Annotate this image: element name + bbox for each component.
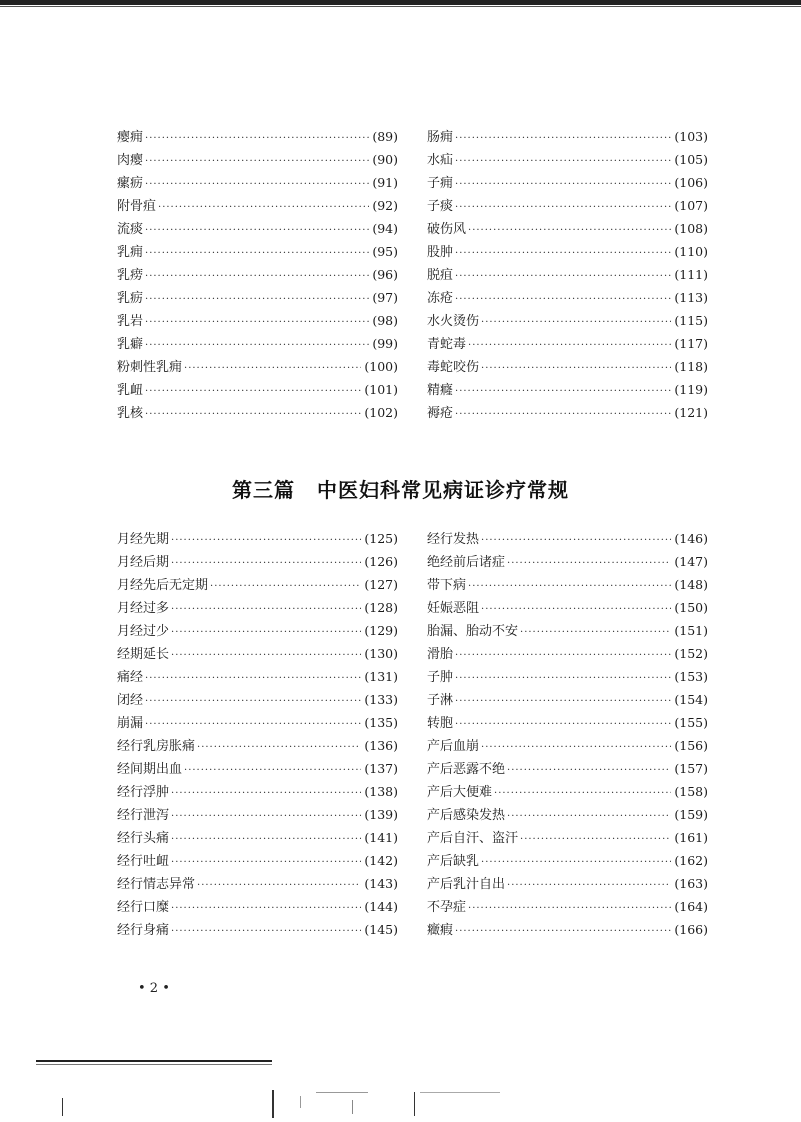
toc-entry — [117, 918, 398, 941]
toc-entry-leader-dots — [171, 598, 361, 621]
toc-entry — [427, 527, 708, 550]
toc-entry — [427, 711, 708, 734]
toc-entry — [427, 665, 708, 688]
toc-entry-leader-dots — [171, 828, 361, 851]
toc-entry-page: (107) — [674, 198, 708, 213]
scan-artifact-mark — [316, 1092, 368, 1093]
toc-entry — [117, 550, 398, 573]
toc-entry-page: (97) — [372, 290, 398, 305]
toc-entry-title: 经行浮肿 — [117, 785, 170, 800]
toc-entry — [117, 872, 398, 895]
toc-entry — [117, 688, 398, 711]
toc-entry-leader-dots — [481, 598, 671, 621]
toc-entry-page: (89) — [372, 129, 398, 144]
toc-entry-page: (146) — [674, 531, 708, 546]
toc-entry-page: (162) — [674, 853, 708, 868]
toc-entry-leader-dots — [507, 874, 671, 897]
toc-entry-page: (141) — [364, 830, 398, 845]
toc-entry-title: 附骨疽 — [117, 199, 157, 214]
toc-entry-title: 月经过少 — [117, 624, 170, 639]
toc-entry-title: 经行口糜 — [117, 900, 170, 915]
toc-entry-title: 妊娠恶阻 — [427, 601, 480, 616]
toc-entry-leader-dots — [455, 150, 671, 173]
page-number: • 2 • — [138, 981, 170, 996]
toc-entry — [117, 734, 398, 757]
toc-entry-leader-dots — [507, 805, 671, 828]
toc-entry-title: 经期延长 — [117, 647, 170, 662]
toc-entry-page: (125) — [364, 531, 398, 546]
toc-entry — [427, 619, 708, 642]
toc-entry-title: 精癃 — [427, 383, 454, 398]
toc-entry-title: 乳衄 — [117, 383, 144, 398]
toc-entry-leader-dots — [171, 644, 361, 667]
toc-entry-leader-dots — [455, 380, 671, 403]
bottom-rule-thin — [36, 1064, 272, 1065]
toc-entry-title: 破伤风 — [427, 222, 467, 237]
toc-entry-title: 经行头痛 — [117, 831, 170, 846]
toc-entry — [427, 240, 708, 263]
toc-entry-title: 滑胎 — [427, 647, 454, 662]
toc-entry-leader-dots — [455, 196, 671, 219]
toc-entry-page: (154) — [674, 692, 708, 707]
toc-column-right-bottom — [427, 527, 708, 941]
toc-entry-page: (90) — [372, 152, 398, 167]
toc-entry-title: 经行身痛 — [117, 923, 170, 938]
toc-column-left-top — [117, 125, 398, 424]
toc-entry — [427, 849, 708, 872]
toc-entry-title: 水火烫伤 — [427, 314, 480, 329]
top-rule-thin — [0, 6, 801, 7]
toc-entry — [117, 332, 398, 355]
toc-entry — [427, 688, 708, 711]
toc-entry-leader-dots — [145, 380, 361, 403]
toc-entry-leader-dots — [455, 127, 671, 150]
toc-entry-title: 绝经前后诸症 — [427, 555, 506, 570]
toc-entry — [427, 596, 708, 619]
toc-entry — [117, 194, 398, 217]
toc-entry-page: (131) — [364, 669, 398, 684]
toc-entry-leader-dots — [520, 621, 671, 644]
toc-entry-title: 经行泄泻 — [117, 808, 170, 823]
toc-entry-title: 经行情志异常 — [117, 877, 196, 892]
toc-column-left-bottom — [117, 527, 398, 941]
toc-entry-page: (136) — [364, 738, 398, 753]
toc-entry-title: 乳癖 — [117, 337, 144, 352]
toc-entry-title: 经行发热 — [427, 532, 480, 547]
toc-entry-title: 乳核 — [117, 406, 144, 421]
toc-entry-title: 胎漏、胎动不安 — [427, 624, 519, 639]
toc-entry-title: 子痰 — [427, 199, 454, 214]
toc-entry-page: (138) — [364, 784, 398, 799]
scan-artifact-mark — [272, 1090, 274, 1118]
toc-entry-leader-dots — [468, 575, 671, 598]
toc-entry-page: (105) — [674, 152, 708, 167]
toc-entry-leader-dots — [171, 782, 361, 805]
toc-entry-page: (121) — [674, 405, 708, 420]
toc-entry — [117, 573, 398, 596]
toc-entry-leader-dots — [145, 219, 369, 242]
toc-entry — [427, 355, 708, 378]
toc-entry-page: (135) — [364, 715, 398, 730]
toc-entry-leader-dots — [455, 690, 671, 713]
toc-entry — [427, 918, 708, 941]
toc-entry-leader-dots — [145, 403, 361, 426]
toc-entry — [117, 378, 398, 401]
toc-entry-page: (152) — [674, 646, 708, 661]
toc-entry — [427, 780, 708, 803]
section-title-text: 中医妇科常见病证诊疗常规 — [317, 478, 569, 502]
toc-entry — [117, 125, 398, 148]
toc-entry-title: 产后大便难 — [427, 785, 493, 800]
toc-entry — [117, 757, 398, 780]
toc-entry-leader-dots — [481, 357, 671, 380]
toc-entry-page: (101) — [364, 382, 398, 397]
toc-entry-title: 月经后期 — [117, 555, 170, 570]
toc-entry — [117, 401, 398, 424]
toc-column-right-top — [427, 125, 708, 424]
toc-entry — [427, 550, 708, 573]
toc-entry — [117, 309, 398, 332]
toc-entry-title: 肠痈 — [427, 130, 454, 145]
toc-entry-leader-dots — [455, 242, 671, 265]
toc-entry-title: 经间期出血 — [117, 762, 183, 777]
toc-entry-title: 子淋 — [427, 693, 454, 708]
toc-entry-title: 冻疮 — [427, 291, 454, 306]
toc-entry-page: (127) — [364, 577, 398, 592]
toc-entry-page: (119) — [674, 382, 708, 397]
toc-entry — [117, 527, 398, 550]
toc-entry-page: (148) — [674, 577, 708, 592]
toc-entry-page: (150) — [674, 600, 708, 615]
toc-entry — [117, 355, 398, 378]
toc-entry-page: (96) — [372, 267, 398, 282]
toc-entry-page: (144) — [364, 899, 398, 914]
toc-entry-leader-dots — [158, 196, 369, 219]
toc-entry — [427, 286, 708, 309]
toc-entry — [117, 240, 398, 263]
toc-entry-page: (161) — [674, 830, 708, 845]
toc-entry-leader-dots — [481, 736, 671, 759]
toc-entry-leader-dots — [184, 759, 361, 782]
toc-entry-title: 水疝 — [427, 153, 454, 168]
toc-entry-title: 产后自汗、盗汗 — [427, 831, 519, 846]
section-heading — [0, 474, 801, 503]
toc-entry-leader-dots — [197, 874, 361, 897]
toc-entry-title: 月经先期 — [117, 532, 170, 547]
toc-entry-title: 经行吐衄 — [117, 854, 170, 869]
toc-entry-title: 乳痨 — [117, 268, 144, 283]
toc-entry-leader-dots — [468, 334, 671, 357]
toc-entry-title: 闭经 — [117, 693, 144, 708]
toc-entry-page: (166) — [674, 922, 708, 937]
toc-entry-page: (108) — [674, 221, 708, 236]
toc-entry — [427, 148, 708, 171]
toc-entry — [427, 642, 708, 665]
toc-entry-page: (106) — [674, 175, 708, 190]
toc-entry-title: 乳岩 — [117, 314, 144, 329]
toc-entry-leader-dots — [171, 552, 361, 575]
toc-entry — [117, 642, 398, 665]
toc-entry-page: (91) — [372, 175, 398, 190]
toc-entry-leader-dots — [507, 552, 671, 575]
toc-entry-leader-dots — [494, 782, 671, 805]
toc-entry-leader-dots — [455, 713, 671, 736]
toc-entry-leader-dots — [455, 667, 671, 690]
toc-entry-leader-dots — [145, 265, 369, 288]
toc-entry-leader-dots — [455, 644, 671, 667]
toc-entry-title: 子痈 — [427, 176, 454, 191]
toc-entry — [427, 378, 708, 401]
toc-entry-leader-dots — [145, 150, 369, 173]
toc-entry-page: (157) — [674, 761, 708, 776]
toc-entry-page: (130) — [364, 646, 398, 661]
toc-entry-leader-dots — [171, 805, 361, 828]
toc-entry-leader-dots — [481, 311, 671, 334]
toc-entry — [427, 125, 708, 148]
toc-entry-title: 肉瘿 — [117, 153, 144, 168]
toc-entry-page: (94) — [372, 221, 398, 236]
toc-entry-title: 毒蛇咬伤 — [427, 360, 480, 375]
toc-entry — [427, 734, 708, 757]
toc-entry — [117, 711, 398, 734]
toc-entry — [117, 895, 398, 918]
toc-entry — [117, 619, 398, 642]
toc-entry-leader-dots — [468, 219, 671, 242]
toc-entry — [117, 217, 398, 240]
toc-entry-title: 乳痈 — [117, 245, 144, 260]
top-rule — [0, 0, 801, 5]
toc-entry-leader-dots — [145, 288, 369, 311]
toc-entry-title: 褥疮 — [427, 406, 454, 421]
toc-entry-title: 乳疬 — [117, 291, 144, 306]
toc-entry — [427, 194, 708, 217]
toc-entry-page: (164) — [674, 899, 708, 914]
toc-entry-leader-dots — [171, 920, 361, 943]
toc-entry-leader-dots — [145, 127, 369, 150]
toc-entry — [427, 171, 708, 194]
toc-entry-title: 转胞 — [427, 716, 454, 731]
toc-entry — [117, 849, 398, 872]
toc-entry-title: 月经先后无定期 — [117, 578, 209, 593]
toc-entry-title: 脱疽 — [427, 268, 454, 283]
toc-entry-page: (158) — [674, 784, 708, 799]
toc-entry-leader-dots — [145, 242, 369, 265]
toc-entry-page: (159) — [674, 807, 708, 822]
toc-entry-title: 青蛇毒 — [427, 337, 467, 352]
toc-entry-page: (145) — [364, 922, 398, 937]
toc-entry-page: (163) — [674, 876, 708, 891]
toc-entry-page: (142) — [364, 853, 398, 868]
toc-entry — [427, 757, 708, 780]
toc-entry-title: 痛经 — [117, 670, 144, 685]
toc-entry-page: (153) — [674, 669, 708, 684]
toc-entry-page: (102) — [364, 405, 398, 420]
toc-entry-page: (117) — [674, 336, 708, 351]
toc-entry-page: (98) — [372, 313, 398, 328]
toc-entry — [427, 332, 708, 355]
toc-entry-leader-dots — [145, 334, 369, 357]
toc-entry-title: 瘰疬 — [117, 176, 144, 191]
toc-entry-title: 产后血崩 — [427, 739, 480, 754]
toc-entry-leader-dots — [145, 173, 369, 196]
toc-entry-leader-dots — [197, 736, 361, 759]
toc-entry-leader-dots — [210, 575, 361, 598]
toc-entry-leader-dots — [507, 759, 671, 782]
toc-entry — [427, 826, 708, 849]
toc-entry — [117, 171, 398, 194]
toc-entry-page: (103) — [674, 129, 708, 144]
toc-entry-leader-dots — [145, 667, 361, 690]
toc-entry-leader-dots — [481, 851, 671, 874]
toc-entry-title: 流痰 — [117, 222, 144, 237]
toc-entry — [117, 596, 398, 619]
toc-entry-title: 产后乳汁自出 — [427, 877, 506, 892]
toc-entry-leader-dots — [171, 897, 361, 920]
toc-entry-leader-dots — [455, 265, 671, 288]
toc-entry-title: 产后感染发热 — [427, 808, 506, 823]
toc-entry-page: (99) — [372, 336, 398, 351]
toc-entry-leader-dots — [145, 713, 361, 736]
scan-artifact-mark — [352, 1100, 353, 1114]
bottom-rule — [36, 1060, 272, 1062]
scan-artifact-mark — [414, 1092, 415, 1116]
toc-entry-page: (155) — [674, 715, 708, 730]
toc-entry-title: 子肿 — [427, 670, 454, 685]
scan-artifact-mark — [300, 1096, 301, 1108]
toc-entry-leader-dots — [455, 403, 671, 426]
toc-entry-page: (147) — [674, 554, 708, 569]
toc-entry-title: 月经过多 — [117, 601, 170, 616]
toc-entry — [427, 309, 708, 332]
toc-entry-page: (95) — [372, 244, 398, 259]
toc-entry-title: 瘿痈 — [117, 130, 144, 145]
toc-entry-page: (100) — [364, 359, 398, 374]
toc-entry-page: (111) — [674, 267, 708, 282]
toc-entry — [117, 803, 398, 826]
toc-entry — [427, 217, 708, 240]
toc-entry-page: (128) — [364, 600, 398, 615]
scan-artifact-mark — [62, 1098, 63, 1116]
toc-entry-page: (126) — [364, 554, 398, 569]
toc-entry-page: (113) — [674, 290, 708, 305]
toc-entry-leader-dots — [145, 311, 369, 334]
toc-entry-page: (129) — [364, 623, 398, 638]
toc-entry-page: (118) — [674, 359, 708, 374]
toc-entry-title: 粉刺性乳痈 — [117, 360, 183, 375]
toc-entry-leader-dots — [468, 897, 671, 920]
toc-entry-leader-dots — [481, 529, 671, 552]
toc-entry-page: (139) — [364, 807, 398, 822]
toc-entry — [117, 148, 398, 171]
toc-entry — [427, 895, 708, 918]
toc-entry-page: (156) — [674, 738, 708, 753]
toc-entry — [427, 872, 708, 895]
toc-entry-title: 股肿 — [427, 245, 454, 260]
toc-entry-title: 带下病 — [427, 578, 467, 593]
toc-entry-page: (151) — [674, 623, 708, 638]
toc-entry-leader-dots — [171, 851, 361, 874]
toc-entry — [117, 286, 398, 309]
toc-entry-page: (133) — [364, 692, 398, 707]
toc-entry-leader-dots — [171, 621, 361, 644]
toc-entry — [427, 803, 708, 826]
toc-entry-title: 经行乳房胀痛 — [117, 739, 196, 754]
toc-entry — [117, 665, 398, 688]
toc-entry-page: (92) — [372, 198, 398, 213]
toc-entry-leader-dots — [145, 690, 361, 713]
section-part-label: 第三篇 — [232, 478, 295, 502]
toc-entry — [117, 826, 398, 849]
toc-entry-page: (115) — [674, 313, 708, 328]
toc-entry-page: (137) — [364, 761, 398, 776]
toc-entry-title: 不孕症 — [427, 900, 467, 915]
toc-entry-page: (143) — [364, 876, 398, 891]
toc-entry-leader-dots — [455, 288, 671, 311]
toc-entry-leader-dots — [455, 173, 671, 196]
toc-entry-title: 崩漏 — [117, 716, 144, 731]
toc-entry-leader-dots — [184, 357, 361, 380]
toc-entry — [117, 263, 398, 286]
toc-entry — [427, 263, 708, 286]
toc-entry-leader-dots — [520, 828, 671, 851]
toc-entry-page: (110) — [674, 244, 708, 259]
toc-entry-title: 产后缺乳 — [427, 854, 480, 869]
toc-entry-title: 产后恶露不绝 — [427, 762, 506, 777]
toc-entry — [117, 780, 398, 803]
toc-entry — [427, 573, 708, 596]
toc-entry — [427, 401, 708, 424]
scan-artifact-mark — [420, 1092, 500, 1093]
toc-entry-leader-dots — [171, 529, 361, 552]
toc-entry-leader-dots — [455, 920, 671, 943]
toc-entry-title: 癥瘕 — [427, 923, 454, 938]
